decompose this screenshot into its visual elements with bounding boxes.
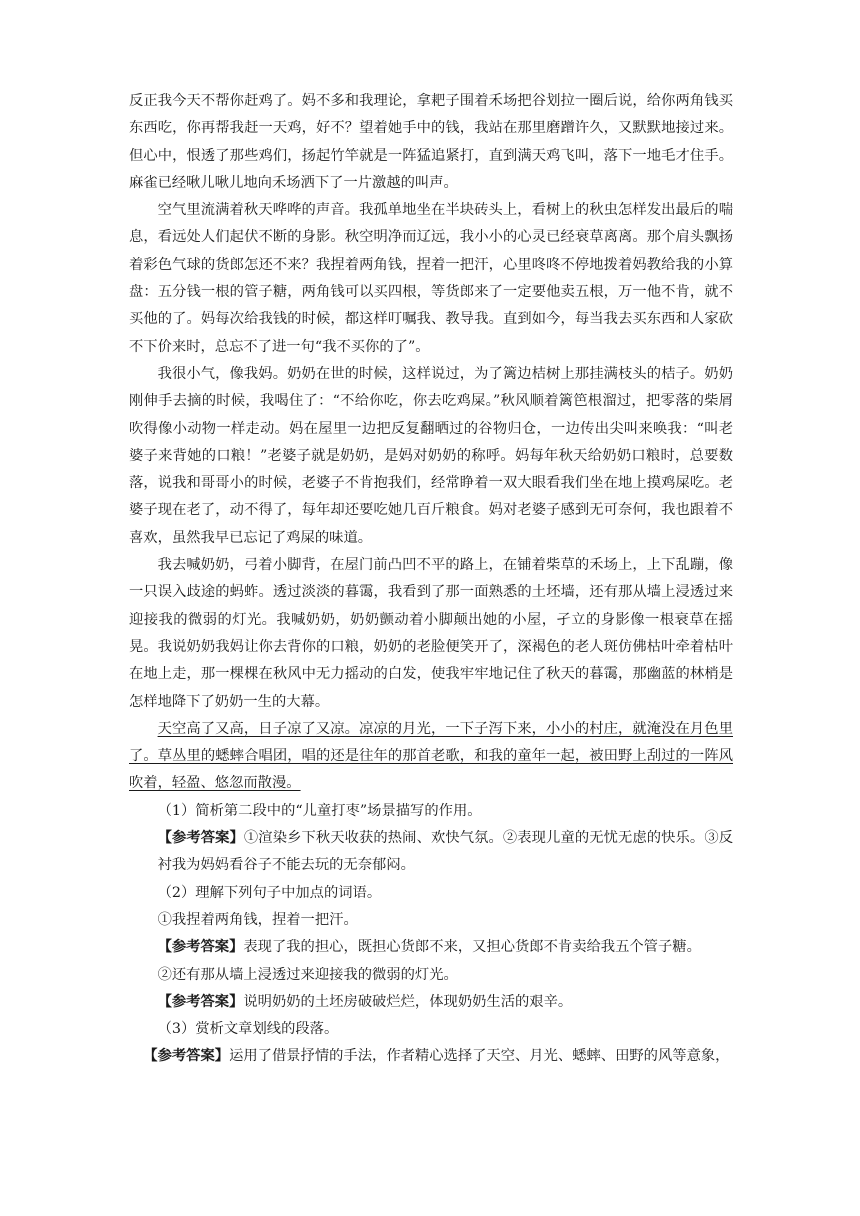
answer-2-1 — [129, 934, 733, 961]
answer-2-2 — [129, 989, 733, 1016]
answer-tag: 【参考答案】 — [157, 830, 244, 847]
answer-text: ①渲染乡下秋天收获的热闹、欢快气氛。②表现儿童的无忧无虑的快乐。③反衬我为妈妈看谷子不能去玩的无奈郁闷。 — [157, 830, 734, 874]
paragraph-1: 反正我今天不帮你赶鸡了。妈不多和我理论，拿耙子围着禾场把谷划拉一圈后说，给你两角钱买东西吃，你再帮我赶一天鸡，好不？望着她手中的钱，我站在那里磨蹭许久，又默默地接过来。但心中，恨透了那些鸡们，扬起竹竿就是一阵猛追紧打，直到满天鸡飞叫，落下一地毛才住手。麻雀已经啾儿啾儿地向禾场洒下了一片激越的叫声。 — [129, 93, 733, 191]
answer-text: 说明奶奶的土坯房破破烂烂，体现奶奶生活的艰辛。 — [243, 993, 573, 1010]
question-2-sentence-2: ②还有那从墙上浸透过来迎接我的微弱的灯光。 — [157, 966, 458, 983]
paragraph-2: 空气里流满着秋天哗哗的声音。我孤单地坐在半块砖头上，看树上的秋虫怎样发出最后的喘息，看远处人们起伏不断的身影。秋空明净而辽远，我小小的心灵已经衰草离离。那个肩头飘扬着彩色气球的货郎怎还不来？我捏着两角钱，捏着一把汗，心里咚咚不停地拨着妈教给我的小算盘：五分钱一根的管子糖，两角钱可以买四根，等货郎来了一定要他卖五根，万一他不肯，就不买他的了。妈每次给我钱的时候，都这样叮嘱我、教导我。直到如今，每当我去买东西和人家砍不下价来时，总忘不了进一句“我不买你的了”。 — [129, 202, 733, 355]
answer-tag: 【参考答案】 — [143, 1048, 230, 1065]
document-page — [129, 88, 733, 1071]
question-1: （1）简析第二段中的“儿童打枣”场景描写的作用。 — [157, 802, 482, 819]
answer-tag: 【参考答案】 — [157, 939, 244, 956]
answer-text: 运用了借景抒情的手法，作者精心选择了天空、月光、蟋蟀、田野的风等意象， — [229, 1048, 730, 1065]
answer-text: 表现了我的担心，既担心货郎不来，又担心货郎不肯卖给我五个管子糖。 — [243, 939, 701, 956]
paragraph-4: 我去喊奶奶，弓着小脚背，在屋门前凸凹不平的路上，在铺着柴草的禾场上，上下乱蹦，像一只误入歧途的蚂蚱。透过淡淡的暮霭，我看到了那一面熟悉的土坯墙，还有那从墙上浸透过来迎接我的微弱的灯光。我喊奶奶，奶奶颤动着小脚颠出她的小屋，孑立的身影像一根衰草在摇晃。我说奶奶我妈让你去背你的口粮，奶奶的老脸便笑开了，深褐色的老人斑仿佛枯叶牵着枯叶在地上走，那一棵棵在秋风中无力摇动的白发，使我牢牢地记住了秋天的暮霭，那幽蓝的林梢是怎样地降下了奶奶一生的大幕。 — [129, 557, 733, 710]
answer-tag: 【参考答案】 — [157, 993, 244, 1010]
question-2-sentence-1: ①我捏着两角钱，捏着一把汗。 — [157, 911, 358, 928]
question-2: （2）理解下列句子中加点的词语。 — [157, 884, 382, 901]
paragraph-3: 我很小气，像我妈。奶奶在世的时候，这样说过，为了篱边桔树上那挂满枝头的桔子。奶奶刚伸手去摘的时候，我喝住了：“不给你吃，你去吃鸡屎。”秋风顺着篱笆根溜过，把零落的柴屑吹得像小动物一样走动。妈在屋里一边把反复翻晒过的谷物归仓，一边传出尖叫来唤我：“叫老婆子来背她的口粮！”老婆子就是奶奶，是妈对奶奶的称呼。妈每年秋天给奶奶口粮时，总要数落，说我和哥哥小的时候，老婆子不肯抱我们，经常睁着一双大眼看我们坐在地上摸鸡屎吃。老婆子现在老了，动不得了，每年却还要吃她几百斤粮食。妈对老婆子感到无可奈何，我也跟着不喜欢，虽然我早已忘记了鸡屎的味道。 — [129, 365, 733, 546]
question-3: （3）赏析文章划线的段落。 — [157, 1021, 339, 1038]
underlined-passage: 天空高了又高，日子凉了又凉。凉凉的月光，一下子泻下来，小小的村庄，就淹没在月色里了。草丛里的蟋蟀合唱团，唱的还是往年的那首老歌，和我的童年一起，被田野上刮过的一阵风吹着，轻盈、悠忽而散漫。 — [129, 720, 733, 792]
answer-3 — [129, 1043, 733, 1070]
paragraph-5-underlined — [129, 716, 733, 798]
answer-1 — [129, 825, 733, 880]
